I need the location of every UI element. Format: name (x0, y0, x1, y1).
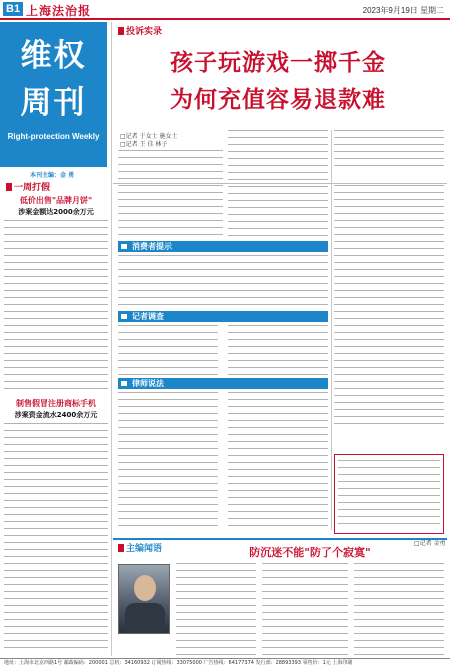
left-item2-subtitle: 涉案资金流水2400余万元 (14, 411, 98, 419)
editor-credit: 本刊主编：金 勇 (30, 172, 75, 179)
section-title-line1: 维权 (20, 38, 87, 74)
feature-tag: 主编闻语 (118, 541, 162, 554)
masthead (0, 0, 450, 20)
left-item1-subtitle: 涉案金额达2000余万元 (18, 208, 94, 216)
divider (113, 538, 447, 540)
article-text-block (118, 392, 218, 527)
article-text-block (262, 563, 348, 655)
divider (113, 183, 447, 184)
page-number-badge: B1 (3, 2, 23, 16)
editor-signature: □记者 金勇 (414, 540, 446, 547)
article-text-block (118, 255, 328, 307)
feature-headline: 防沉迷不能"防了个寂寞" (249, 546, 371, 559)
column-rule (111, 22, 112, 656)
article-text-block (4, 423, 108, 653)
article-text-block (176, 563, 256, 655)
byline-2: □记者 王 佳 林子 (120, 141, 168, 148)
column-rule (331, 130, 332, 530)
section-bar-lawyer: 律师说法 (118, 378, 328, 389)
portrait-face (134, 575, 156, 601)
article-text-block (118, 325, 218, 375)
columnist-photo (118, 564, 170, 634)
footer-info: 地址：上海市北京西路1号 邮政编码：200001 总机：34160932 订阅热线：33075000 广告热线：64177374 发行部：28893393 零售价：1元 上海印刷 (0, 658, 450, 668)
article-text-block (118, 150, 223, 240)
notice-box (334, 454, 444, 534)
headline-line1: 孩子玩游戏一掷千金 (170, 49, 386, 76)
headline-line2: 为何充值容易退款难 (170, 86, 386, 113)
left-item2-title: 制售假冒注册商标手机 (16, 398, 96, 408)
newspaper-logo: 上海法治报 (26, 4, 92, 18)
article-text-block (228, 130, 328, 240)
portrait-body (125, 603, 165, 633)
article-text-block (228, 392, 328, 527)
section-title-english: Right-protection Weekly (7, 132, 100, 141)
issue-date: 2023年9月19日 星期二 (362, 6, 444, 15)
section-bar-consumer: 消费者提示 (118, 241, 328, 252)
left-item1-title: 低价出售"品牌月饼" (19, 195, 93, 205)
article-text-block (334, 185, 444, 430)
byline-1: □记者 于女士 施女士 (120, 133, 178, 140)
left-column-tag: 一周打假 (6, 180, 50, 193)
section-banner (0, 22, 107, 167)
article-text-block (4, 220, 108, 390)
article-text-block (228, 325, 328, 375)
section-title-line2: 周刊 (20, 85, 87, 121)
story-tag: 投诉实录 (118, 24, 162, 37)
section-bar-survey: 记者调查 (118, 311, 328, 322)
article-text-block (354, 563, 444, 655)
article-text-block (334, 130, 444, 170)
